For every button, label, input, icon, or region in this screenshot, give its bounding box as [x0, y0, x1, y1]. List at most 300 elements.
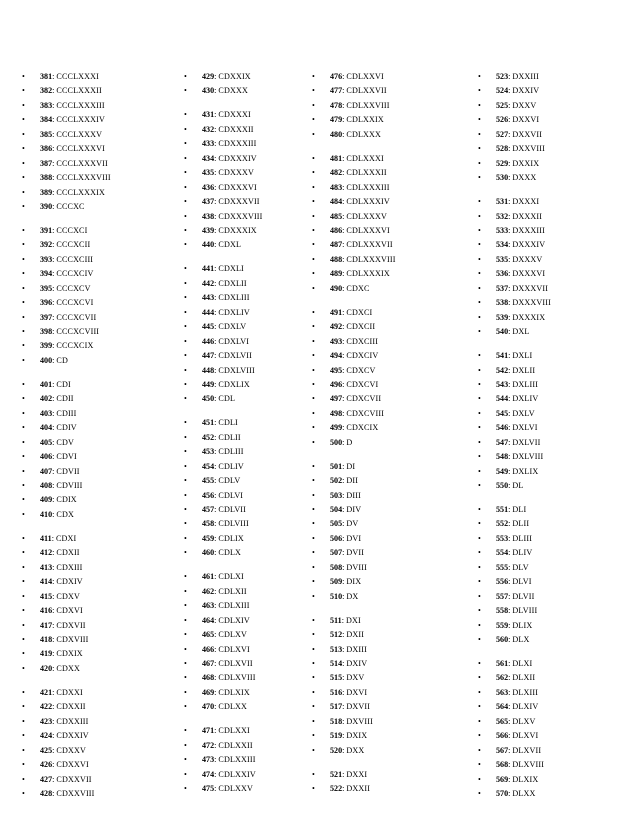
numeral-group [184, 108, 302, 252]
bullet-icon: • [184, 673, 187, 683]
separator: : [342, 379, 347, 389]
bullet-icon: • [312, 615, 315, 625]
bullet-icon: • [478, 283, 481, 293]
arabic-number: 552 [496, 519, 509, 529]
list-item [478, 479, 638, 493]
list-item [184, 546, 302, 560]
arabic-number: 383 [40, 100, 53, 110]
separator: : [214, 240, 219, 250]
roman-numeral: DLXV [512, 716, 536, 726]
arabic-number: 511 [330, 615, 342, 625]
arabic-number: 401 [40, 379, 53, 389]
roman-numeral: CDXIV [56, 577, 83, 587]
arabic-number: 478 [330, 100, 343, 110]
list-item [22, 267, 160, 281]
separator: : [508, 86, 513, 96]
list-item [22, 647, 160, 661]
list-item [478, 84, 638, 98]
arabic-number: 396 [40, 298, 53, 308]
bullet-icon: • [312, 702, 315, 712]
roman-numeral: DXIX [346, 731, 368, 741]
bullet-icon: • [22, 100, 25, 110]
roman-numeral: DXXIX [512, 158, 540, 168]
roman-numeral: DXXXIV [512, 240, 546, 250]
separator: : [508, 533, 513, 543]
list-item [312, 590, 460, 604]
arabic-number: 540 [496, 327, 509, 337]
separator: : [214, 461, 219, 471]
roman-numeral: CDV [56, 437, 74, 447]
arabic-number: 487 [330, 240, 343, 250]
list-item [184, 782, 302, 796]
roman-numeral: CDXIII [56, 562, 83, 572]
list-item [184, 460, 302, 474]
arabic-number: 468 [202, 673, 215, 683]
roman-numeral: CDLXXXI [346, 153, 384, 163]
arabic-number: 424 [40, 731, 53, 741]
roman-numeral: DXXVII [512, 129, 543, 139]
arabic-number: 536 [496, 269, 509, 279]
roman-numeral: DL [512, 481, 524, 490]
separator: : [508, 731, 513, 741]
bullet-icon: • [312, 476, 315, 486]
list-item [22, 493, 160, 507]
arabic-number: 570 [496, 788, 509, 798]
bullet-icon: • [478, 129, 481, 139]
list-item [312, 335, 460, 349]
bullet-icon: • [478, 606, 481, 616]
roman-numeral: DXVII [346, 702, 371, 712]
arabic-number: 447 [202, 351, 215, 361]
separator: : [214, 225, 219, 235]
list-item [478, 546, 638, 560]
list-item [22, 508, 160, 522]
arabic-number: 524 [496, 86, 509, 96]
roman-numeral: CDLXXXV [346, 211, 388, 221]
separator: : [51, 533, 56, 543]
bullet-icon: • [478, 298, 481, 308]
bullet-icon: • [478, 452, 481, 462]
bullet-icon: • [184, 505, 187, 515]
list-item [184, 686, 302, 700]
list-item [312, 768, 460, 782]
separator: : [342, 351, 347, 361]
separator: : [342, 769, 347, 779]
bullet-icon: • [478, 673, 481, 683]
list-item [22, 715, 160, 729]
separator: : [52, 144, 57, 154]
arabic-number: 425 [40, 745, 53, 755]
bullet-icon: • [184, 307, 187, 317]
list-item [184, 671, 302, 685]
bullet-icon: • [312, 240, 315, 250]
list-item [184, 364, 302, 378]
list-item [22, 392, 160, 406]
separator: : [52, 452, 57, 462]
separator: : [52, 774, 57, 784]
roman-numeral: CDLIV [218, 461, 244, 471]
arabic-number: 386 [40, 144, 53, 154]
separator: : [508, 423, 513, 433]
arabic-number: 402 [40, 394, 53, 404]
separator: : [342, 394, 347, 404]
separator: : [342, 476, 347, 486]
arabic-number: 483 [330, 182, 343, 192]
list-item [184, 474, 302, 488]
roman-numeral: CDLXXVI [346, 72, 384, 81]
arabic-number: 455 [202, 476, 215, 486]
bullet-icon: • [478, 788, 481, 798]
list-item [478, 686, 638, 700]
bullet-icon: • [478, 731, 481, 741]
separator: : [508, 481, 513, 490]
bullet-icon: • [22, 562, 25, 572]
list-item [478, 671, 638, 685]
roman-numeral: CDXIX [56, 649, 83, 659]
numeral-group [22, 378, 160, 522]
list-item [312, 84, 460, 98]
list-item [478, 142, 638, 156]
separator: : [508, 225, 513, 235]
bullet-icon: • [312, 72, 315, 81]
list-item [478, 210, 638, 224]
bullet-icon: • [312, 129, 315, 139]
arabic-number: 389 [40, 187, 53, 197]
arabic-number: 506 [330, 533, 343, 543]
arabic-number: 414 [40, 577, 53, 587]
list-item [22, 575, 160, 589]
arabic-number: 387 [40, 158, 53, 168]
bullet-icon: • [312, 769, 315, 779]
separator: : [508, 327, 513, 337]
list-item [312, 70, 460, 84]
separator: : [508, 452, 513, 462]
roman-numeral: DXLVI [512, 423, 538, 433]
numeral-group [22, 532, 160, 676]
roman-numeral: CDLXXIX [346, 115, 384, 125]
list-item [22, 465, 160, 479]
arabic-number: 474 [202, 769, 215, 779]
list-item [312, 744, 460, 758]
arabic-number: 566 [496, 731, 509, 741]
roman-numeral: CDLXV [218, 630, 248, 640]
arabic-number: 500 [330, 437, 343, 447]
arabic-number: 563 [496, 687, 509, 697]
arabic-number: 453 [202, 447, 215, 457]
arabic-number: 496 [330, 379, 343, 389]
bullet-icon: • [184, 336, 187, 346]
separator: : [342, 307, 347, 317]
arabic-number: 434 [202, 153, 215, 163]
separator: : [214, 72, 219, 81]
separator: : [508, 408, 513, 418]
roman-numeral: DXXVI [512, 115, 540, 125]
separator: : [508, 158, 513, 168]
list-item [184, 753, 302, 767]
roman-numeral: DXXXVII [512, 283, 549, 293]
roman-numeral: DX [346, 591, 359, 601]
separator: : [52, 341, 57, 351]
roman-numeral: DV [346, 519, 359, 529]
separator: : [342, 591, 347, 601]
bullet-icon: • [184, 197, 187, 207]
separator: : [508, 351, 513, 361]
list-item [22, 546, 160, 560]
roman-numeral: D [346, 437, 353, 447]
list-item [22, 773, 160, 787]
bullet-icon: • [22, 745, 25, 755]
list-item [312, 503, 460, 517]
arabic-number: 490 [330, 283, 343, 293]
bullet-icon: • [312, 784, 315, 794]
list-item [478, 715, 638, 729]
arabic-number: 543 [496, 379, 509, 389]
bullet-icon: • [22, 548, 25, 558]
roman-numeral: CDLXXVII [346, 86, 387, 96]
roman-numeral: CDXXXI [218, 110, 251, 120]
roman-numeral: CDXXXV [218, 168, 254, 178]
list-item [22, 787, 160, 801]
separator: : [214, 740, 219, 750]
separator: : [342, 562, 347, 572]
bullet-icon: • [478, 225, 481, 235]
arabic-number: 515 [330, 673, 343, 683]
separator: : [52, 620, 57, 630]
roman-numeral: CCCLXXXIV [56, 115, 105, 125]
roman-numeral: CDLII [218, 432, 241, 442]
separator: : [52, 548, 57, 558]
separator: : [342, 168, 347, 178]
bullet-icon: • [184, 615, 187, 625]
roman-numeral: CCCLXXXVII [56, 158, 108, 168]
numeral-group [312, 70, 460, 142]
list-item [312, 392, 460, 406]
arabic-number: 569 [496, 774, 509, 784]
roman-numeral: CDLXIII [218, 601, 250, 611]
list-item [22, 128, 160, 142]
list-item [478, 619, 638, 633]
list-item [184, 335, 302, 349]
roman-numeral: DLV [512, 562, 529, 572]
roman-numeral: CDLXXXVIII [346, 254, 396, 264]
roman-numeral: DLXVII [512, 745, 542, 755]
separator: : [52, 745, 57, 755]
roman-numeral: CDXCVI [346, 379, 379, 389]
roman-numeral: CDXLII [218, 278, 247, 288]
separator: : [52, 173, 57, 183]
separator: : [214, 293, 219, 303]
arabic-number: 472 [202, 740, 215, 750]
roman-numeral: CDXCII [346, 322, 376, 332]
separator: : [214, 86, 219, 96]
roman-numeral: DXI [345, 615, 361, 625]
arabic-number: 477 [330, 86, 343, 96]
roman-numeral: CCCXCIV [56, 269, 94, 279]
arabic-number: 568 [496, 760, 509, 770]
bullet-icon: • [478, 620, 481, 630]
list-item [312, 113, 460, 127]
arabic-number: 437 [202, 197, 215, 207]
separator: : [508, 577, 513, 587]
separator: : [52, 731, 57, 741]
separator: : [214, 548, 219, 558]
roman-numeral: DLXVIII [512, 760, 545, 770]
list-item [22, 70, 160, 84]
bullet-icon: • [478, 760, 481, 770]
list-item [312, 99, 460, 113]
roman-numeral: DLXVI [512, 731, 539, 741]
separator: : [508, 211, 513, 221]
separator: : [342, 72, 347, 81]
numeral-group [22, 70, 160, 214]
arabic-number: 542 [496, 365, 509, 375]
arabic-number: 518 [330, 716, 343, 726]
arabic-number: 458 [202, 519, 215, 529]
separator: : [214, 124, 219, 134]
arabic-number: 442 [202, 278, 215, 288]
bullet-icon: • [478, 716, 481, 726]
roman-numeral: CDXXXII [218, 124, 254, 134]
arabic-number: 503 [330, 490, 343, 500]
bullet-icon: • [478, 466, 481, 476]
arabic-number: 429 [202, 72, 215, 81]
arabic-number: 465 [202, 630, 215, 640]
list-item [312, 128, 460, 142]
roman-numeral: CDVIII [56, 481, 83, 490]
list-item [312, 238, 460, 252]
separator: : [508, 774, 513, 784]
separator: : [214, 168, 219, 178]
roman-numeral: CDXLIX [218, 379, 250, 389]
separator: : [214, 264, 219, 274]
bullet-icon: • [478, 173, 481, 183]
separator: : [214, 615, 219, 625]
list-item [478, 113, 638, 127]
separator: : [508, 466, 513, 476]
bullet-icon: • [184, 572, 187, 582]
arabic-number: 475 [202, 784, 215, 794]
list-item [312, 460, 460, 474]
list-item [478, 253, 638, 267]
list-item [312, 532, 460, 546]
list-item [478, 561, 638, 575]
bullet-icon: • [312, 519, 315, 529]
list-item [478, 700, 638, 714]
arabic-number: 564 [496, 702, 509, 712]
roman-numeral: CDXCIX [346, 423, 379, 433]
roman-numeral: CDX [56, 509, 74, 519]
arabic-number: 557 [496, 591, 509, 601]
list-item [312, 267, 460, 281]
roman-numeral: CDXLI [218, 264, 244, 274]
arabic-number: 530 [496, 173, 509, 183]
separator: : [508, 298, 513, 308]
arabic-number: 439 [202, 225, 215, 235]
separator: : [214, 519, 219, 529]
separator: : [52, 702, 57, 712]
list-item [184, 277, 302, 291]
bullet-icon: • [184, 365, 187, 375]
separator: : [52, 225, 57, 235]
bullet-icon: • [312, 379, 315, 389]
arabic-number: 445 [202, 322, 215, 332]
arabic-number: 436 [202, 182, 215, 192]
list-item [184, 643, 302, 657]
bullet-icon: • [22, 452, 25, 462]
list-item [22, 619, 160, 633]
arabic-number: 489 [330, 269, 343, 279]
roman-numeral: CDXL [218, 240, 242, 250]
roman-numeral: CDXVII [56, 620, 86, 630]
bullet-icon: • [22, 663, 25, 673]
roman-numeral: CD [56, 355, 68, 365]
numeral-group [184, 416, 302, 560]
bullet-icon: • [22, 620, 25, 630]
arabic-number: 409 [40, 495, 53, 505]
list-item [478, 224, 638, 238]
bullet-icon: • [478, 365, 481, 375]
arabic-number: 411 [40, 533, 52, 543]
separator: : [52, 591, 57, 601]
arabic-number: 562 [496, 673, 509, 683]
list-item [478, 195, 638, 209]
separator: : [508, 687, 513, 697]
roman-numeral: CDLVIII [218, 519, 249, 529]
list-item [184, 166, 302, 180]
separator: : [52, 201, 57, 211]
numeral-group [184, 262, 302, 406]
bullet-icon: • [184, 630, 187, 640]
roman-numeral: DLXX [512, 788, 536, 798]
bullet-icon: • [22, 173, 25, 183]
separator: : [214, 322, 219, 332]
bullet-icon: • [478, 519, 481, 529]
separator: : [52, 355, 57, 365]
separator: : [342, 86, 347, 96]
roman-numeral: CDLXVI [218, 644, 250, 654]
list-item [312, 253, 460, 267]
list-item [184, 445, 302, 459]
roman-numeral: DXLIII [512, 379, 539, 389]
separator: : [52, 437, 57, 447]
separator: : [508, 634, 513, 644]
list-item [478, 267, 638, 281]
bullet-icon: • [478, 158, 481, 168]
roman-numeral: DXXXI [512, 197, 540, 207]
arabic-number: 560 [496, 634, 509, 644]
arabic-number: 392 [40, 240, 53, 250]
list-item [22, 186, 160, 200]
bullet-icon: • [184, 784, 187, 794]
arabic-number: 495 [330, 365, 343, 375]
arabic-number: 473 [202, 755, 215, 765]
separator: : [342, 784, 347, 794]
arabic-number: 541 [496, 351, 509, 361]
list-item [22, 296, 160, 310]
roman-numeral: CDIII [56, 408, 77, 418]
separator: : [342, 322, 347, 332]
bullet-icon: • [184, 278, 187, 288]
bullet-icon: • [312, 153, 315, 163]
separator: : [508, 716, 513, 726]
list-item [184, 152, 302, 166]
arabic-number: 523 [496, 72, 509, 81]
list-item [312, 166, 460, 180]
bullet-icon: • [312, 100, 315, 110]
separator: : [52, 663, 57, 673]
separator: : [508, 702, 513, 712]
list-item [312, 152, 460, 166]
